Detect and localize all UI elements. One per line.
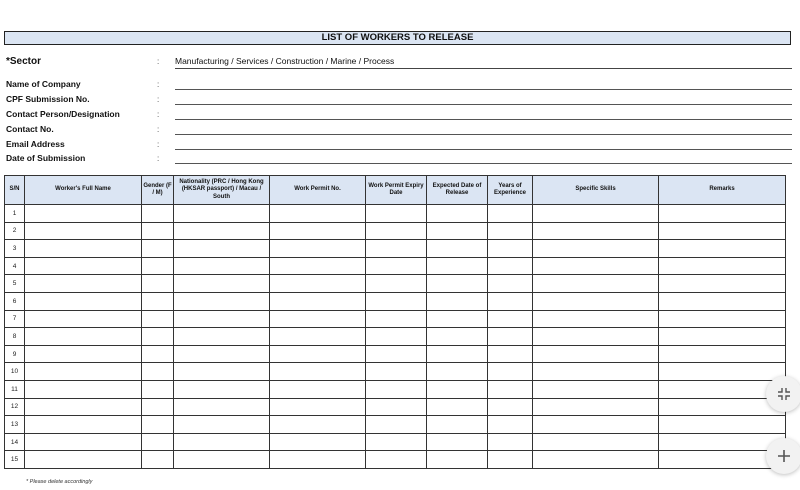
table-cell[interactable]: [427, 222, 488, 240]
table-row: [5, 257, 786, 275]
table-cell[interactable]: [142, 416, 174, 434]
table-cell[interactable]: [25, 416, 142, 434]
add-button[interactable]: [766, 438, 800, 474]
table-cell[interactable]: [533, 240, 659, 258]
table-cell[interactable]: [488, 292, 533, 310]
col-header-nationality: Nationality (PRC / Hong Kong (HKSAR passport) / Macau / South: [174, 176, 270, 205]
table-cell[interactable]: [427, 433, 488, 451]
table-cell[interactable]: [488, 398, 533, 416]
company-name-field[interactable]: [6, 79, 792, 91]
table-cell[interactable]: [533, 257, 659, 275]
table-cell[interactable]: [270, 328, 366, 346]
table-cell[interactable]: [174, 222, 270, 240]
table-cell[interactable]: [25, 240, 142, 258]
table-row: [5, 275, 786, 293]
table-cell[interactable]: [659, 205, 786, 223]
table-row: [5, 398, 786, 416]
table-cell[interactable]: [659, 310, 786, 328]
table-cell[interactable]: [659, 292, 786, 310]
table-cell[interactable]: [142, 398, 174, 416]
table-cell[interactable]: [174, 416, 270, 434]
table-cell[interactable]: [659, 328, 786, 346]
table-cell[interactable]: [427, 328, 488, 346]
table-cell[interactable]: [25, 275, 142, 293]
table-cell[interactable]: [174, 205, 270, 223]
row-number: 2: [5, 222, 25, 240]
table-row: [5, 433, 786, 451]
table-cell[interactable]: [174, 328, 270, 346]
contact-person-line: [175, 119, 792, 120]
table-cell[interactable]: [533, 345, 659, 363]
table-cell[interactable]: [427, 380, 488, 398]
table-cell[interactable]: [174, 292, 270, 310]
table-cell[interactable]: [427, 363, 488, 381]
table-cell[interactable]: [142, 240, 174, 258]
table-row: [5, 451, 786, 469]
email-field[interactable]: [6, 139, 792, 151]
workers-table: [4, 175, 786, 469]
table-cell[interactable]: [174, 398, 270, 416]
table-cell[interactable]: [488, 205, 533, 223]
table-cell[interactable]: [366, 398, 427, 416]
table-row: [5, 345, 786, 363]
table-cell[interactable]: [659, 240, 786, 258]
row-number: 3: [5, 240, 25, 258]
table-cell[interactable]: [427, 292, 488, 310]
table-cell[interactable]: [25, 257, 142, 275]
table-cell[interactable]: [142, 257, 174, 275]
col-header-permit-expiry: Work Permit Expiry Date: [366, 176, 427, 205]
table-cell[interactable]: [174, 380, 270, 398]
table-cell[interactable]: [366, 292, 427, 310]
table-cell[interactable]: [25, 222, 142, 240]
table-cell[interactable]: [533, 363, 659, 381]
table-cell[interactable]: [142, 222, 174, 240]
table-cell[interactable]: [25, 433, 142, 451]
col-header-full-name: Worker's Full Name: [25, 176, 142, 205]
row-number: 13: [5, 416, 25, 434]
email-colon: :: [157, 140, 160, 149]
table-cell[interactable]: [142, 363, 174, 381]
col-header-skills: Specific Skills: [533, 176, 659, 205]
contact-person-field[interactable]: [6, 109, 792, 121]
collapse-arrows-icon: [777, 387, 791, 401]
contact-person-label: Contact Person/Designation: [6, 109, 120, 119]
table-cell[interactable]: [174, 363, 270, 381]
row-number: 5: [5, 275, 25, 293]
col-header-sn: S/N: [5, 176, 25, 205]
table-cell[interactable]: [488, 363, 533, 381]
table-cell[interactable]: [366, 345, 427, 363]
table-cell[interactable]: [659, 416, 786, 434]
table-cell[interactable]: [366, 380, 427, 398]
table-cell[interactable]: [270, 416, 366, 434]
table-cell[interactable]: [366, 240, 427, 258]
contact-person-colon: :: [157, 110, 160, 119]
table-row: [5, 292, 786, 310]
table-header-row: [5, 176, 786, 205]
table-cell[interactable]: [25, 363, 142, 381]
table-row: [5, 380, 786, 398]
table-cell[interactable]: [427, 310, 488, 328]
table-cell[interactable]: [25, 380, 142, 398]
table-cell[interactable]: [427, 240, 488, 258]
table-cell[interactable]: [270, 205, 366, 223]
submission-date-line: [175, 163, 792, 164]
col-header-remarks: Remarks: [659, 176, 786, 205]
table-cell[interactable]: [142, 380, 174, 398]
company-name-line: [175, 89, 792, 90]
row-number: 10: [5, 363, 25, 381]
table-cell[interactable]: [270, 240, 366, 258]
row-number: 9: [5, 345, 25, 363]
table-row: [5, 310, 786, 328]
table-cell[interactable]: [25, 205, 142, 223]
table-cell[interactable]: [533, 292, 659, 310]
cpf-submission-field[interactable]: [6, 94, 792, 106]
table-cell[interactable]: [659, 363, 786, 381]
contact-no-line: [175, 134, 792, 135]
table-cell[interactable]: [488, 222, 533, 240]
table-cell[interactable]: [142, 433, 174, 451]
company-name-label: Name of Company: [6, 79, 81, 89]
col-header-work-permit-no: Work Permit No.: [270, 176, 366, 205]
table-cell[interactable]: [174, 257, 270, 275]
table-cell[interactable]: [488, 433, 533, 451]
table-cell[interactable]: [142, 292, 174, 310]
sector-line: [175, 68, 792, 69]
table-cell[interactable]: [488, 240, 533, 258]
row-number: 12: [5, 398, 25, 416]
table-cell[interactable]: [366, 433, 427, 451]
table-row: [5, 222, 786, 240]
table-cell[interactable]: [533, 433, 659, 451]
table-cell[interactable]: [427, 451, 488, 469]
table-cell[interactable]: [427, 398, 488, 416]
cpf-submission-colon: :: [157, 95, 160, 104]
table-row: [5, 240, 786, 258]
submission-date-label: Date of Submission: [6, 153, 86, 163]
table-row: [5, 328, 786, 346]
table-cell[interactable]: [270, 275, 366, 293]
collapse-button[interactable]: [766, 376, 800, 412]
table-cell[interactable]: [270, 380, 366, 398]
contact-no-field[interactable]: [6, 124, 792, 136]
sector-row: [6, 57, 792, 69]
table-cell[interactable]: [270, 451, 366, 469]
plus-icon: [777, 449, 791, 463]
table-cell[interactable]: [659, 222, 786, 240]
table-cell[interactable]: [488, 257, 533, 275]
table-cell[interactable]: [427, 416, 488, 434]
row-number: 14: [5, 433, 25, 451]
table-cell[interactable]: [533, 275, 659, 293]
cpf-submission-line: [175, 104, 792, 105]
table-cell[interactable]: [25, 398, 142, 416]
table-cell[interactable]: [174, 345, 270, 363]
company-name-colon: :: [157, 80, 160, 89]
table-cell[interactable]: [142, 310, 174, 328]
row-number: 4: [5, 257, 25, 275]
table-cell[interactable]: [488, 328, 533, 346]
table-cell[interactable]: [488, 345, 533, 363]
table-cell[interactable]: [659, 257, 786, 275]
table-cell[interactable]: [142, 205, 174, 223]
table-cell[interactable]: [174, 310, 270, 328]
table-cell[interactable]: [270, 345, 366, 363]
row-number: 1: [5, 205, 25, 223]
table-cell[interactable]: [427, 257, 488, 275]
submission-date-colon: :: [157, 154, 160, 163]
table-cell[interactable]: [174, 275, 270, 293]
table-cell[interactable]: [427, 345, 488, 363]
email-label: Email Address: [6, 139, 65, 149]
table-cell[interactable]: [366, 257, 427, 275]
table-cell[interactable]: [366, 328, 427, 346]
table-cell[interactable]: [25, 310, 142, 328]
sector-value: Manufacturing / Services / Construction / Marine / Process: [175, 56, 395, 66]
table-cell[interactable]: [174, 451, 270, 469]
table-cell[interactable]: [427, 275, 488, 293]
row-number: 15: [5, 451, 25, 469]
form-title: LIST OF WORKERS TO RELEASE: [4, 31, 791, 45]
row-number: 7: [5, 310, 25, 328]
table-cell[interactable]: [533, 398, 659, 416]
table-cell[interactable]: [366, 310, 427, 328]
sector-colon: :: [157, 57, 160, 66]
table-cell[interactable]: [366, 205, 427, 223]
table-cell[interactable]: [270, 398, 366, 416]
contact-no-label: Contact No.: [6, 124, 54, 134]
cpf-submission-label: CPF Submission No.: [6, 94, 90, 104]
table-cell[interactable]: [366, 451, 427, 469]
col-header-gender: Gender (F / M): [142, 176, 174, 205]
table-cell[interactable]: [366, 222, 427, 240]
email-line: [175, 149, 792, 150]
col-header-experience: Years of Experience: [488, 176, 533, 205]
table-row: [5, 416, 786, 434]
table-cell[interactable]: [366, 363, 427, 381]
table-cell[interactable]: [533, 222, 659, 240]
table-row: [5, 205, 786, 223]
sector-label: *Sector: [6, 56, 42, 67]
table-cell[interactable]: [25, 451, 142, 469]
table-cell[interactable]: [533, 416, 659, 434]
table-cell[interactable]: [142, 328, 174, 346]
table-cell[interactable]: [270, 433, 366, 451]
table-cell[interactable]: [533, 310, 659, 328]
table-cell[interactable]: [659, 275, 786, 293]
table-cell[interactable]: [427, 205, 488, 223]
table-cell[interactable]: [142, 275, 174, 293]
table-cell[interactable]: [488, 275, 533, 293]
col-header-release-date: Expected Date of Release: [427, 176, 488, 205]
row-number: 6: [5, 292, 25, 310]
table-cell[interactable]: [174, 433, 270, 451]
table-cell[interactable]: [25, 292, 142, 310]
row-number: 8: [5, 328, 25, 346]
row-number: 11: [5, 380, 25, 398]
contact-no-colon: :: [157, 125, 160, 134]
table-cell[interactable]: [270, 363, 366, 381]
table-cell[interactable]: [488, 451, 533, 469]
table-cell[interactable]: [659, 345, 786, 363]
submission-date-field[interactable]: [6, 153, 792, 165]
table-cell[interactable]: [533, 328, 659, 346]
table-cell[interactable]: [174, 240, 270, 258]
table-cell[interactable]: [488, 380, 533, 398]
table-cell[interactable]: [366, 275, 427, 293]
table-cell[interactable]: [533, 451, 659, 469]
table-cell[interactable]: [270, 292, 366, 310]
footnote: * Please delete accordingly: [26, 479, 93, 485]
table-cell[interactable]: [533, 205, 659, 223]
table-cell[interactable]: [366, 416, 427, 434]
table-cell[interactable]: [142, 451, 174, 469]
table-cell[interactable]: [142, 345, 174, 363]
table-row: [5, 363, 786, 381]
table-cell[interactable]: [25, 328, 142, 346]
table-cell[interactable]: [488, 310, 533, 328]
table-cell[interactable]: [25, 345, 142, 363]
table-cell[interactable]: [270, 257, 366, 275]
table-cell[interactable]: [270, 222, 366, 240]
table-cell[interactable]: [488, 416, 533, 434]
table-cell[interactable]: [533, 380, 659, 398]
table-cell[interactable]: [270, 310, 366, 328]
